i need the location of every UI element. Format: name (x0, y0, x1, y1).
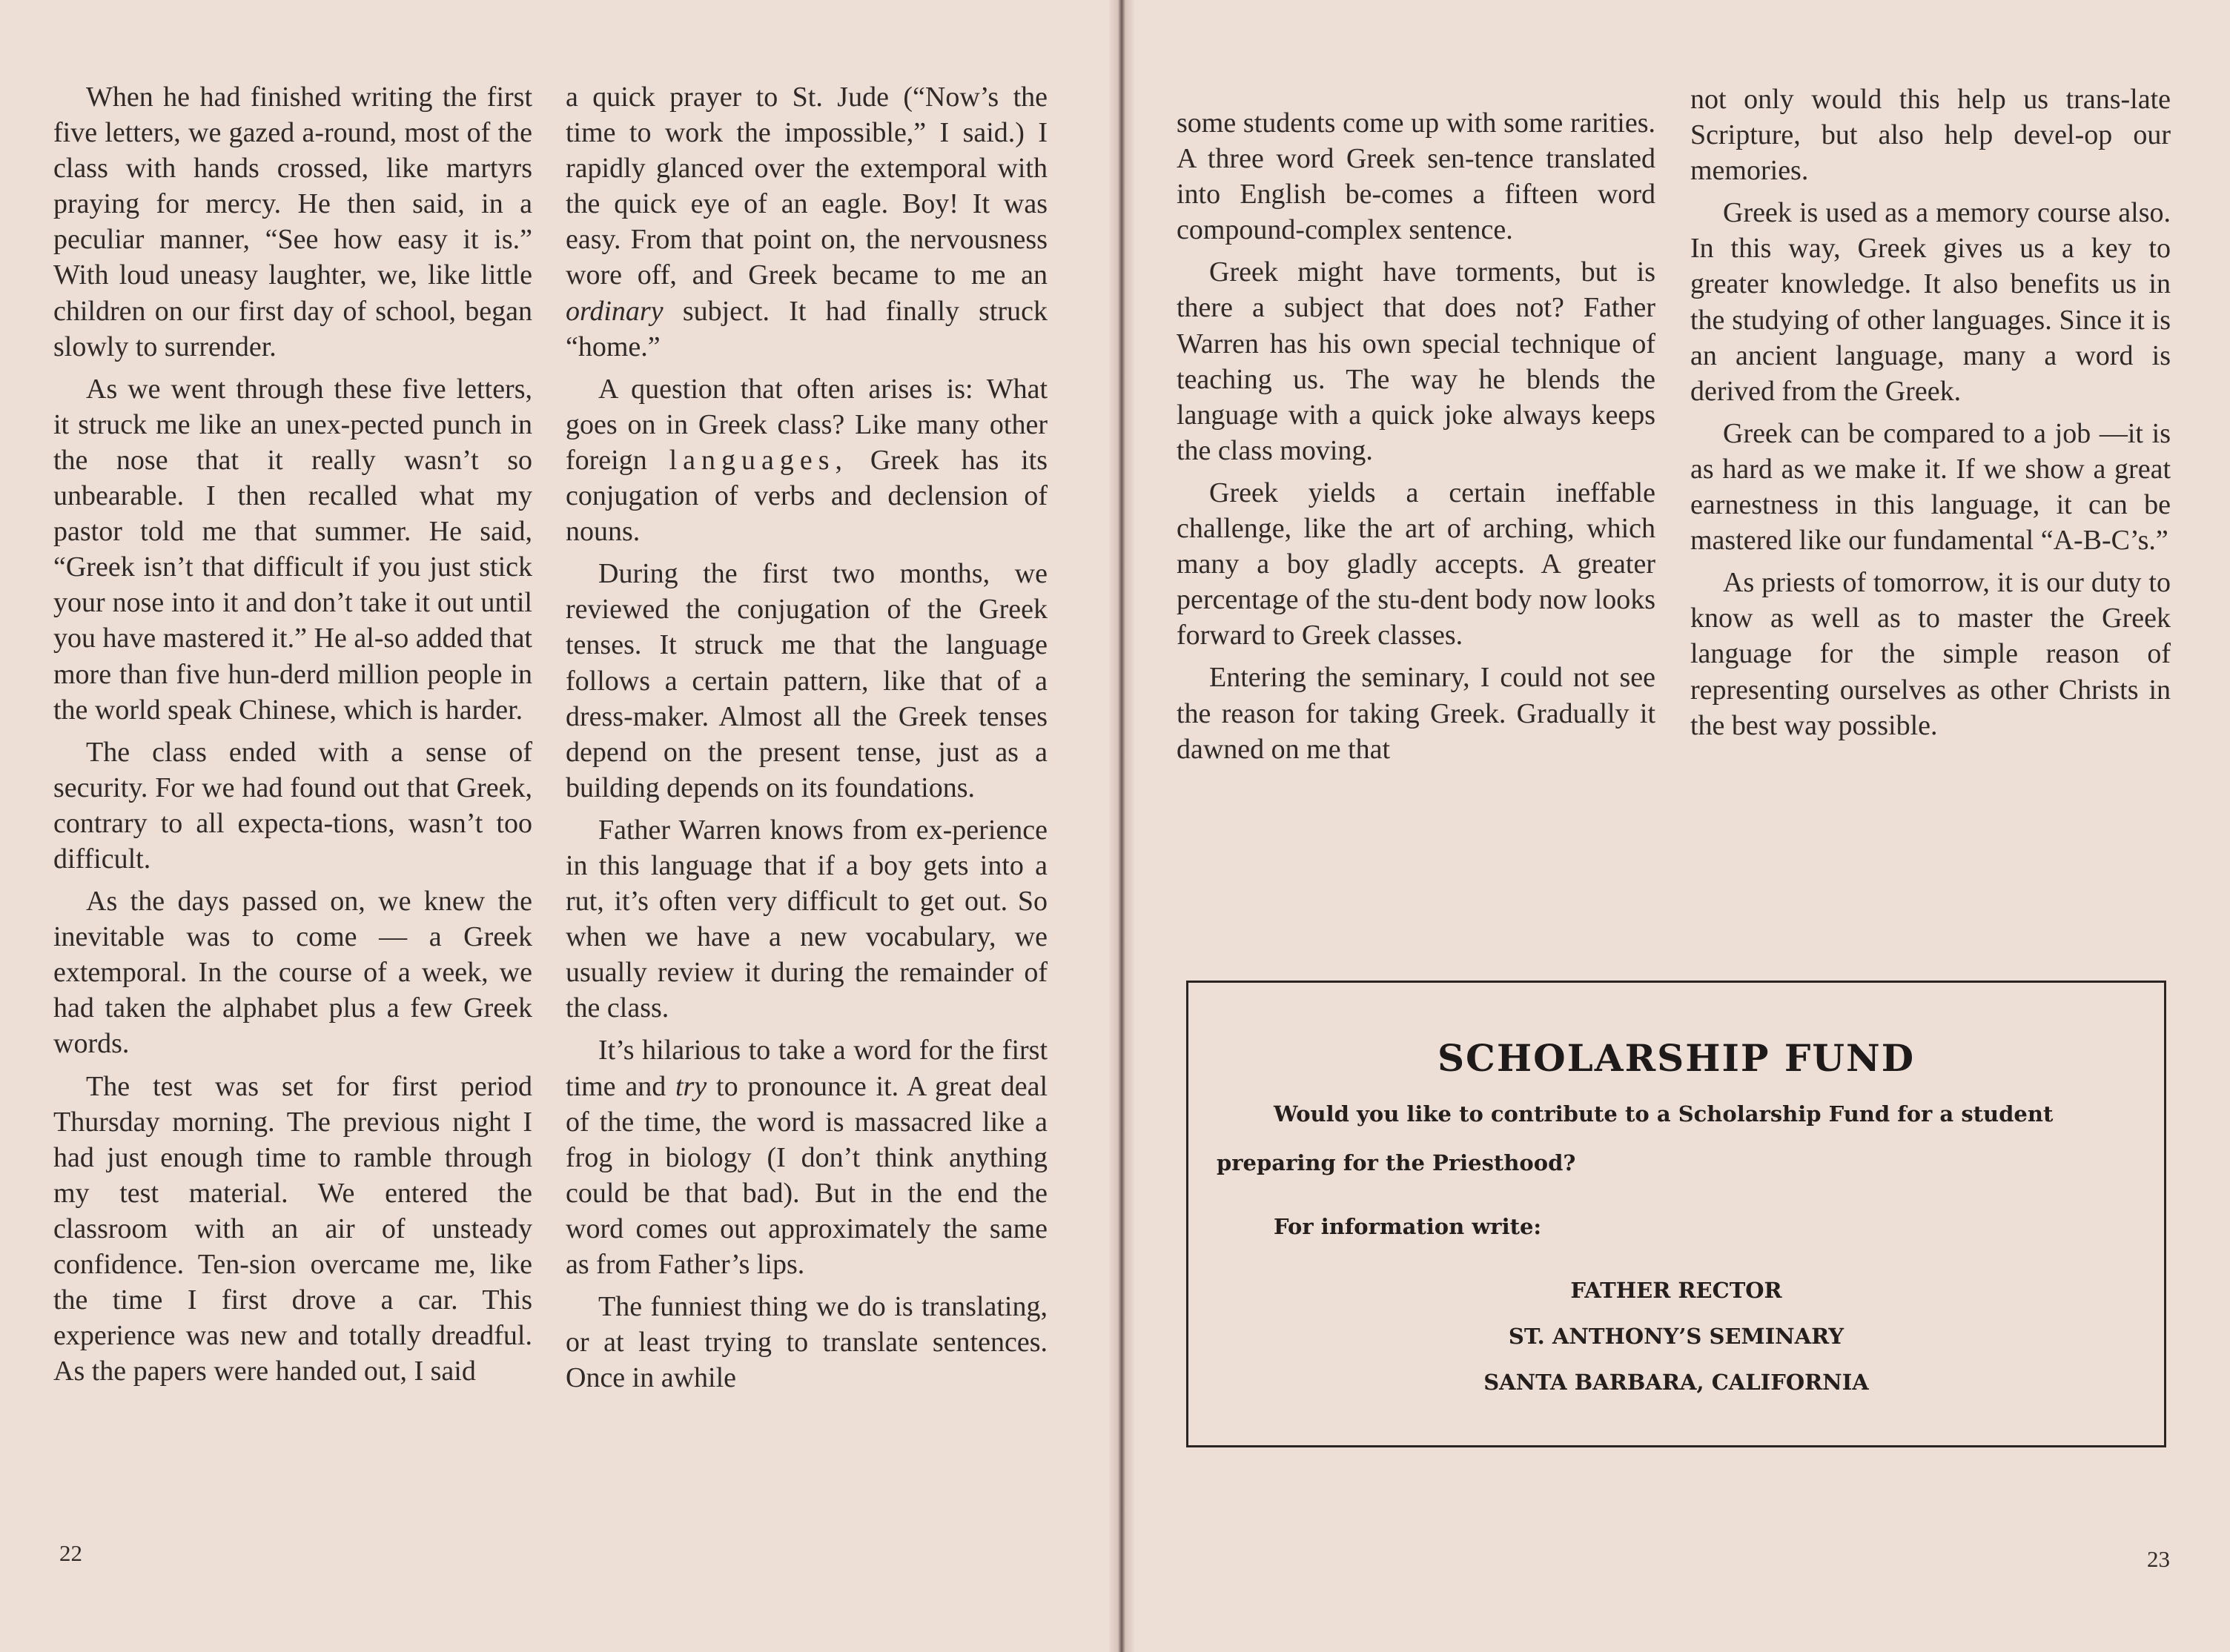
box-question-line-2: preparing for the Priesthood? (1217, 1150, 1576, 1175)
paragraph: Greek can be compared to a job —it is as hard as we make it. If we show a great earnestness in this language, it can be mastered like our fundamental “A-B-C’s.” (1690, 417, 2171, 557)
paragraph: Greek yields a certain ineffable challenge, like the art of arching, which many a boy gladly accepts. A greater percentage of the stu-dent body now looks forward to Greek classes. (1177, 477, 1655, 651)
paragraph: The class ended with a sense of security. For we had found out that Greek, contrary to all expecta-tions, wasn’t too difficult. (53, 736, 532, 875)
paragraph: When he had finished writing the first five letters, we gazed a-round, most of the class with hands crossed, like martyrs praying for mercy. He then said, in a peculiar manner, “See how easy it is.” With loud uneasy laughter, we, like little children on our first day of school, began slowly to surrender. (53, 82, 532, 362)
paragraph: As the days passed on, we knew the inevitable was to come — a Greek extemporal. In the course of a week, we had taken the alphabet plus a few Greek words. (53, 886, 532, 1060)
scholarship-fund-box (1186, 981, 2166, 1447)
page-number-right: 23 (2147, 1546, 2170, 1572)
paragraph (566, 79, 1048, 365)
text-run: a quick prayer to St. Jude (“Now’s the time to work the impossible,” I said.) I rapidly glanced over the extemporal with the quick eye of an eagle. Boy! It was easy. From that point on, the nervousness wore off, and Greek became to me an (566, 82, 1048, 291)
book-gutter (1109, 0, 1134, 1652)
paragraph: Entering the seminary, I could not see the reason for taking Greek. Gradually it dawned on me that (1177, 662, 1655, 765)
text-run: A question that often arises is: What goes on in Greek class? Like many other foreign (566, 373, 1048, 476)
left-column-2 (566, 79, 1048, 1402)
text-run: Greek has its conjugation of verbs and declension of nouns. (566, 444, 1048, 548)
paragraph: As priests of tomorrow, it is our duty to know as well as to master the Greek language for the simple reason of representing ourselves as other Christs in the best way possible. (1690, 567, 2171, 741)
page-number-left: 22 (59, 1540, 82, 1566)
paragraph: not only would this help us trans-late Scripture, but also help devel-op our memories. (1690, 84, 2171, 187)
box-title: SCHOLARSHIP FUND (1437, 1036, 1916, 1080)
right-column-1 (1177, 105, 1655, 774)
text-run: subject. It had finally struck “home.” (566, 295, 1048, 362)
italic-text: ordinary (566, 295, 664, 327)
paragraph (566, 371, 1048, 549)
italic-text: try (675, 1070, 707, 1102)
paragraph: During the first two months, we reviewed the conjugation of the Greek tenses. It struck me that the language follows a certain pattern, like that of a dress-maker. Almost all the Greek tenses depend on the present tense, just as a building depends on its foundations. (566, 558, 1048, 803)
right-column-2 (1690, 82, 2171, 750)
text-run: to pronounce it. A great deal of the time, the word is massacred like a frog in biology (I don’t think anything could be that bad). But in the end the word comes out approximately the same as from Father’s lips. (566, 1070, 1048, 1280)
box-info-label: For information write: (1274, 1214, 1542, 1239)
paragraph: Father Warren knows from ex-perience in this language that if a boy gets into a rut, it’s often very difficult to get out. So when we have a new vocabulary, we usually review it during the remainder of the class. (566, 814, 1048, 1024)
paragraph: The test was set for first period Thursday morning. The previous night I had just enough time to ramble through my test material. We entered the classroom with an air of unsteady confidence. Ten-sion overcame me, like the time I first drove a car. This experience was new and totally dreadful. As the papers were handed out, I said (53, 1070, 532, 1387)
address-line-3: SANTA BARBARA, CALIFORNIA (1483, 1370, 1869, 1395)
address-line-1: FATHER RECTOR (1570, 1278, 1782, 1303)
paragraph: Greek might have torments, but is there a subject that does not? Father Warren has his own special technique of teaching us. The way he blends the language with a quick joke always keeps the class moving. (1177, 256, 1655, 466)
paragraph: some students come up with some rarities. A three word Greek sen-tence translated into English be-comes a fifteen word compound-complex sentence. (1177, 107, 1655, 246)
spaced-text: languages, (669, 444, 849, 476)
box-question-line-1: Would you like to contribute to a Scholarship Fund for a student (1274, 1101, 2054, 1127)
paragraph (566, 1032, 1048, 1282)
left-column-1 (53, 79, 532, 1396)
text-run: It’s hilarious to take a word for the first time and (566, 1035, 1048, 1102)
paragraph: Greek is used as a memory course also. In this way, Greek gives us a key to greater knowledge. It also benefits us in the studying of other languages. Since it is an ancient language, many a word is derived from the Greek. (1690, 197, 2171, 407)
paragraph: The funniest thing we do is translating, or at least trying to translate sentences. Once in awhile (566, 1291, 1048, 1394)
paragraph: As we went through these five letters, it struck me like an unex-pected punch in the nose that it really wasn’t so unbearable. I then recalled what my pastor told me that summer. He said, “Greek isn’t that difficult if you just stick your nose into it and don’t take it out until you have mastered it.” He al-so added that more than five hun-derd million people in the world speak Chinese, which is harder. (53, 373, 532, 726)
address-line-2: ST. ANTHONY’S SEMINARY (1508, 1324, 1844, 1349)
